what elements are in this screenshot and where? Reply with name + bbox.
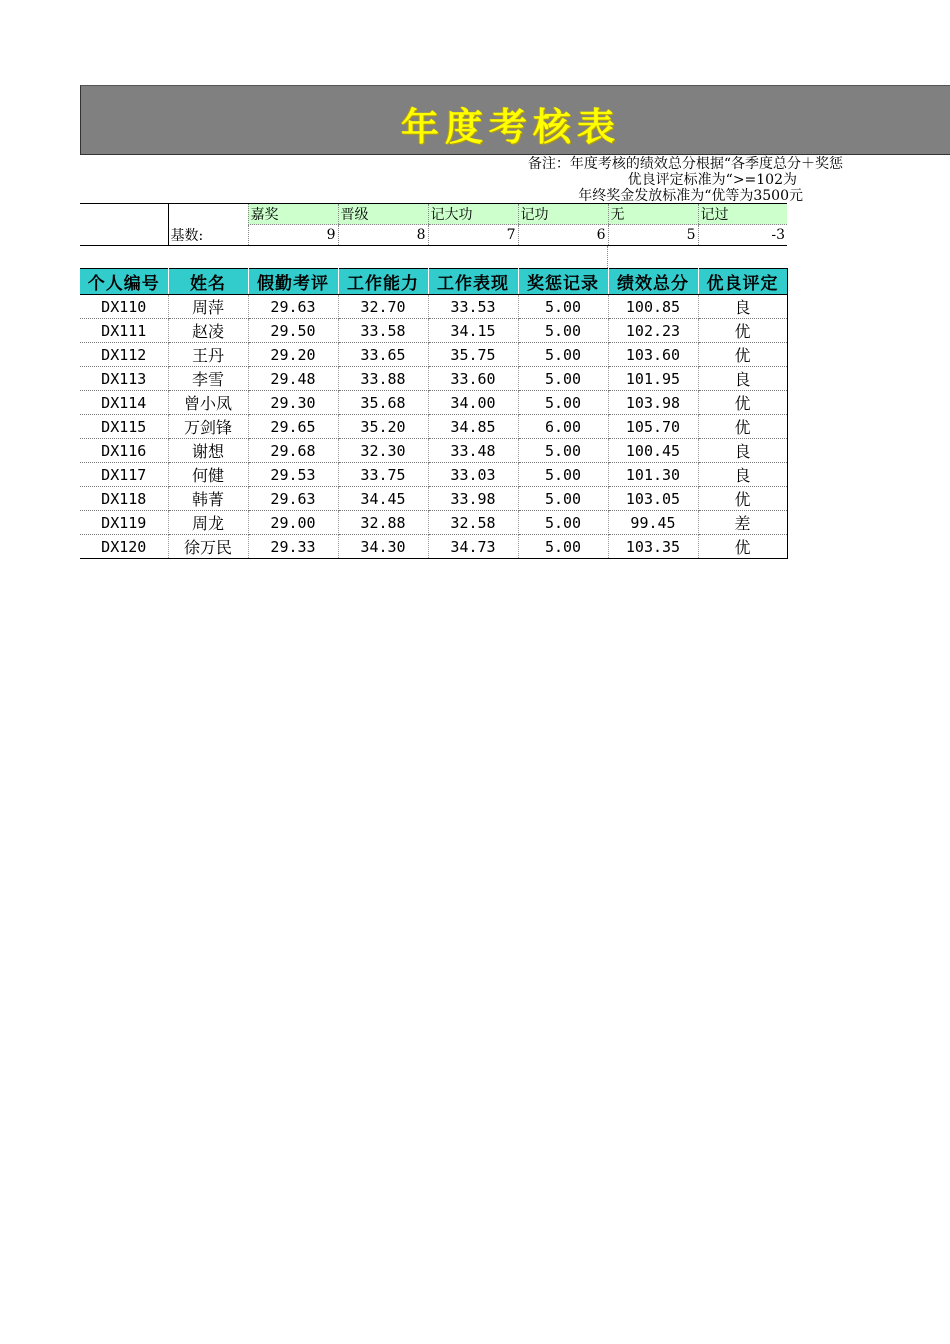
table-row — [80, 391, 787, 415]
cell[interactable] — [80, 225, 168, 246]
divider — [607, 246, 608, 268]
table-row — [80, 463, 787, 487]
table-cell[interactable]: 100.45 — [608, 439, 698, 463]
column-header[interactable]: 奖惩记录 — [518, 269, 608, 295]
bonus-label[interactable]: 晋级 — [338, 204, 428, 225]
table-cell[interactable]: 优 — [698, 415, 787, 439]
table-row — [80, 295, 787, 319]
table-cell[interactable]: 周萍 — [168, 295, 248, 319]
table-cell[interactable]: 良 — [698, 463, 787, 487]
table-cell[interactable]: 良 — [698, 367, 787, 391]
table-cell[interactable]: 32.30 — [338, 439, 428, 463]
bonus-value[interactable]: 9 — [248, 225, 338, 246]
table-cell[interactable]: 周龙 — [168, 511, 248, 535]
table-cell[interactable]: 5.00 — [518, 511, 608, 535]
note-line: 优良评定标准为“>=102为 — [627, 172, 797, 188]
table-cell[interactable]: 优 — [698, 343, 787, 367]
bonus-label-row — [80, 204, 787, 225]
bonus-value-row — [80, 225, 787, 246]
table-cell[interactable]: 101.95 — [608, 367, 698, 391]
bonus-base-table — [80, 203, 787, 246]
table-row — [80, 439, 787, 463]
bonus-label[interactable]: 嘉奖 — [248, 204, 338, 225]
column-header[interactable]: 优良评定 — [698, 269, 787, 295]
bonus-value[interactable]: 6 — [518, 225, 608, 246]
page-title: 年度考核表 — [401, 105, 622, 149]
table-cell[interactable]: 34.85 — [428, 415, 518, 439]
table-cell[interactable]: 105.70 — [608, 415, 698, 439]
table-cell[interactable]: 29.20 — [248, 343, 338, 367]
table-cell[interactable]: 徐万民 — [168, 535, 248, 559]
table-cell[interactable]: DX115 — [80, 415, 168, 439]
column-header[interactable]: 姓名 — [168, 269, 248, 295]
note-line: 年终奖金发放标准为“优等为3500元 — [578, 188, 803, 204]
notes — [80, 155, 843, 204]
table-cell[interactable]: DX110 — [80, 295, 168, 319]
table-cell[interactable]: 29.30 — [248, 391, 338, 415]
bonus-label[interactable]: 记大功 — [428, 204, 518, 225]
table-cell[interactable]: 29.65 — [248, 415, 338, 439]
table-cell[interactable]: 99.45 — [608, 511, 698, 535]
bonus-label[interactable]: 无 — [608, 204, 698, 225]
table-row — [80, 319, 787, 343]
table-cell[interactable]: 33.48 — [428, 439, 518, 463]
table-cell[interactable]: DX113 — [80, 367, 168, 391]
table-row — [80, 487, 787, 511]
table-cell[interactable]: 34.73 — [428, 535, 518, 559]
table-cell[interactable]: 优 — [698, 391, 787, 415]
table-cell[interactable]: 赵凌 — [168, 319, 248, 343]
column-header[interactable]: 绩效总分 — [608, 269, 698, 295]
table-cell[interactable]: 29.53 — [248, 463, 338, 487]
table-cell[interactable]: DX117 — [80, 463, 168, 487]
table-row — [80, 367, 787, 391]
column-header[interactable]: 工作能力 — [338, 269, 428, 295]
table-cell[interactable]: 34.00 — [428, 391, 518, 415]
table-cell[interactable]: DX120 — [80, 535, 168, 559]
table-cell[interactable]: 34.15 — [428, 319, 518, 343]
table-cell[interactable]: DX112 — [80, 343, 168, 367]
table-cell[interactable]: 35.75 — [428, 343, 518, 367]
table-cell[interactable]: 33.53 — [428, 295, 518, 319]
table-cell[interactable]: 曾小凤 — [168, 391, 248, 415]
title-banner — [80, 85, 950, 155]
table-body — [80, 295, 787, 559]
table-row — [80, 511, 787, 535]
table-cell[interactable]: 5.00 — [518, 535, 608, 559]
table-cell[interactable]: 何健 — [168, 463, 248, 487]
table-cell[interactable]: 33.88 — [338, 367, 428, 391]
table-cell[interactable]: 优 — [698, 487, 787, 511]
table-cell[interactable]: 103.35 — [608, 535, 698, 559]
table-cell[interactable]: 李雪 — [168, 367, 248, 391]
header-row — [80, 269, 787, 295]
table-cell[interactable]: 33.65 — [338, 343, 428, 367]
note-line: 备注：年度考核的绩效总分根据“各季度总分＋奖惩 — [527, 156, 843, 172]
table-cell[interactable]: DX114 — [80, 391, 168, 415]
column-header[interactable]: 工作表现 — [428, 269, 518, 295]
table-cell[interactable]: 34.30 — [338, 535, 428, 559]
table-cell[interactable]: 5.00 — [518, 487, 608, 511]
table-cell[interactable]: 29.00 — [248, 511, 338, 535]
table-cell[interactable]: 33.75 — [338, 463, 428, 487]
table-cell[interactable]: 谢想 — [168, 439, 248, 463]
table-cell[interactable]: 103.98 — [608, 391, 698, 415]
table-cell[interactable]: DX118 — [80, 487, 168, 511]
table-cell[interactable]: 32.88 — [338, 511, 428, 535]
table-cell[interactable]: 韩菁 — [168, 487, 248, 511]
table-cell[interactable]: 6.00 — [518, 415, 608, 439]
table-cell[interactable]: 万剑锋 — [168, 415, 248, 439]
table-cell[interactable]: 29.48 — [248, 367, 338, 391]
table-cell[interactable]: 33.03 — [428, 463, 518, 487]
table-cell[interactable]: 100.85 — [608, 295, 698, 319]
bonus-value[interactable]: 7 — [428, 225, 518, 246]
base-label[interactable]: 基数: — [168, 225, 248, 246]
table-cell[interactable]: DX119 — [80, 511, 168, 535]
table-cell[interactable]: 34.45 — [338, 487, 428, 511]
table-cell[interactable]: DX116 — [80, 439, 168, 463]
table-cell[interactable]: 29.33 — [248, 535, 338, 559]
table-cell[interactable]: 32.70 — [338, 295, 428, 319]
bonus-value[interactable]: -3 — [698, 225, 787, 246]
table-cell[interactable]: 良 — [698, 295, 787, 319]
table-cell[interactable]: 5.00 — [518, 439, 608, 463]
table-cell[interactable]: 5.00 — [518, 319, 608, 343]
column-header[interactable]: 个人编号 — [80, 269, 168, 295]
bonus-label[interactable]: 记功 — [518, 204, 608, 225]
table-cell[interactable]: DX111 — [80, 319, 168, 343]
table-cell[interactable]: 5.00 — [518, 343, 608, 367]
table-cell[interactable]: 29.63 — [248, 295, 338, 319]
table-cell[interactable]: 5.00 — [518, 463, 608, 487]
bonus-label[interactable]: 记过 — [698, 204, 787, 225]
table-cell[interactable]: 33.98 — [428, 487, 518, 511]
table-cell[interactable]: 29.68 — [248, 439, 338, 463]
table-cell[interactable]: 33.58 — [338, 319, 428, 343]
table-cell[interactable]: 29.50 — [248, 319, 338, 343]
table-cell[interactable]: 王丹 — [168, 343, 248, 367]
table-cell[interactable]: 良 — [698, 439, 787, 463]
assessment-table — [80, 268, 788, 559]
table-cell[interactable]: 33.60 — [428, 367, 518, 391]
table-cell[interactable]: 优 — [698, 535, 787, 559]
table-cell[interactable]: 103.05 — [608, 487, 698, 511]
table-cell[interactable]: 5.00 — [518, 391, 608, 415]
cell[interactable] — [80, 204, 168, 225]
table-cell[interactable]: 29.63 — [248, 487, 338, 511]
table-cell[interactable]: 101.30 — [608, 463, 698, 487]
table-row — [80, 343, 787, 367]
table-row — [80, 415, 787, 439]
table-cell[interactable]: 5.00 — [518, 367, 608, 391]
column-header[interactable]: 假勤考评 — [248, 269, 338, 295]
table-row — [80, 535, 787, 559]
table-cell[interactable]: 35.20 — [338, 415, 428, 439]
table-cell[interactable]: 35.68 — [338, 391, 428, 415]
cell[interactable] — [168, 204, 248, 225]
table-cell[interactable]: 103.60 — [608, 343, 698, 367]
bonus-value[interactable]: 5 — [608, 225, 698, 246]
table-cell[interactable]: 差 — [698, 511, 787, 535]
table-cell[interactable]: 32.58 — [428, 511, 518, 535]
bonus-value[interactable]: 8 — [338, 225, 428, 246]
table-cell[interactable]: 优 — [698, 319, 787, 343]
table-cell[interactable]: 102.23 — [608, 319, 698, 343]
table-cell[interactable]: 5.00 — [518, 295, 608, 319]
